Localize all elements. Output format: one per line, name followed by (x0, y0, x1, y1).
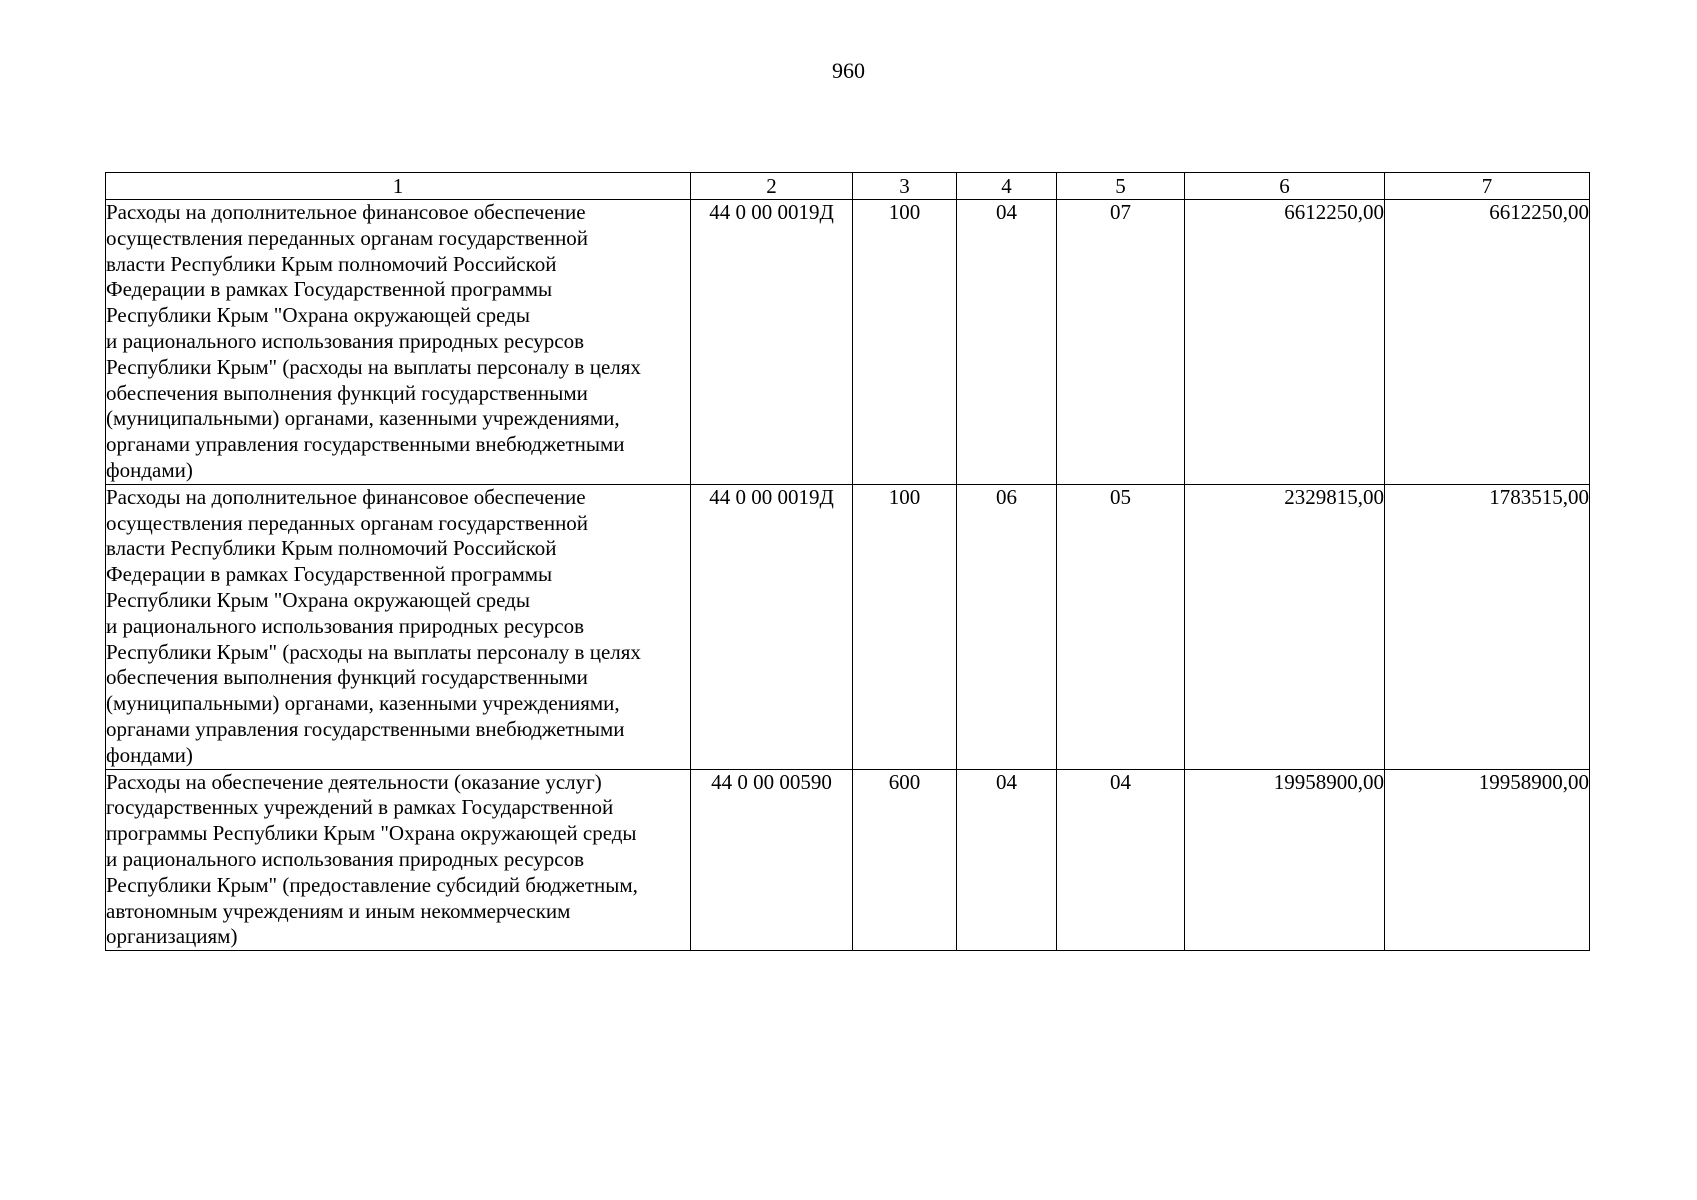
subsection-code: 05 (1057, 484, 1185, 769)
description-line: Республики Крым" (предоставление субсидий бюджетным, (106, 872, 638, 897)
description-line: Республики Крым "Охрана окружающей среды (106, 303, 530, 328)
description-line: государственных учреждений в рамках Государственной (106, 795, 614, 820)
amount-column-6: 2329815,00 (1185, 484, 1385, 769)
section-code: 06 (957, 484, 1057, 769)
target-article-code: 44 0 00 00590 (691, 769, 853, 951)
description-line: организациям) (106, 924, 238, 949)
expense-description (106, 769, 691, 951)
description-line: Федерации в рамках Государственной программы (106, 277, 553, 302)
description-line: органами управления государственными внебюджетными (106, 716, 625, 741)
description-line: и рационального использования природных ресурсов (106, 846, 585, 871)
description-line: Республики Крым" (расходы на выплаты персоналу в целях (106, 639, 641, 664)
description-line: фондами) (106, 457, 193, 482)
column-header-6: 6 (1185, 173, 1385, 200)
expense-type-code: 600 (853, 769, 957, 951)
target-article-code: 44 0 00 0019Д (691, 200, 853, 485)
section-code: 04 (957, 769, 1057, 951)
amount-column-7: 1783515,00 (1385, 484, 1590, 769)
description-line: (муниципальными) органами, казенными учреждениями, (106, 691, 620, 716)
column-header-1: 1 (106, 173, 691, 200)
amount-column-6: 6612250,00 (1185, 200, 1385, 485)
expense-type-code: 100 (853, 200, 957, 485)
description-line: Федерации в рамках Государственной программы (106, 562, 553, 587)
column-header-7: 7 (1385, 173, 1590, 200)
budget-table (105, 172, 1590, 951)
expense-type-code: 100 (853, 484, 957, 769)
amount-column-7: 19958900,00 (1385, 769, 1590, 951)
subsection-code: 04 (1057, 769, 1185, 951)
expense-description (106, 484, 691, 769)
table-row (106, 484, 1590, 769)
description-line: обеспечения выполнения функций государственными (106, 380, 588, 405)
column-header-5: 5 (1057, 173, 1185, 200)
expense-description (106, 200, 691, 485)
description-line: Республики Крым "Охрана окружающей среды (106, 587, 530, 612)
description-line: (муниципальными) органами, казенными учреждениями, (106, 406, 620, 431)
column-header-2: 2 (691, 173, 853, 200)
description-line: и рационального использования природных ресурсов (106, 328, 585, 353)
description-line: Республики Крым" (расходы на выплаты персоналу в целях (106, 354, 641, 379)
subsection-code: 07 (1057, 200, 1185, 485)
target-article-code: 44 0 00 0019Д (691, 484, 853, 769)
section-code: 04 (957, 200, 1057, 485)
description-line: обеспечения выполнения функций государственными (106, 665, 588, 690)
description-line: органами управления государственными внебюджетными (106, 432, 625, 457)
table-row (106, 200, 1590, 485)
table-row (106, 769, 1590, 951)
column-header-3: 3 (853, 173, 957, 200)
column-header-4: 4 (957, 173, 1057, 200)
table-header-row (106, 173, 1590, 200)
description-line: власти Республики Крым полномочий Российской (106, 536, 557, 561)
description-line: Расходы на дополнительное финансовое обеспечение (106, 484, 586, 509)
amount-column-6: 19958900,00 (1185, 769, 1385, 951)
description-line: автономным учреждениям и иным некоммерческим (106, 898, 571, 923)
description-line: фондами) (106, 742, 193, 767)
description-line: Расходы на дополнительное финансовое обеспечение (106, 200, 586, 224)
page-number: 960 (832, 58, 865, 83)
description-line: осуществления переданных органам государственной (106, 510, 589, 535)
description-line: и рационального использования природных ресурсов (106, 613, 585, 638)
description-line: Расходы на обеспечение деятельности (оказание услуг) (106, 769, 602, 794)
amount-column-7: 6612250,00 (1385, 200, 1590, 485)
description-line: осуществления переданных органам государственной (106, 225, 589, 250)
description-line: власти Республики Крым полномочий Российской (106, 251, 557, 276)
description-line: программы Республики Крым "Охрана окружающей среды (106, 821, 637, 846)
